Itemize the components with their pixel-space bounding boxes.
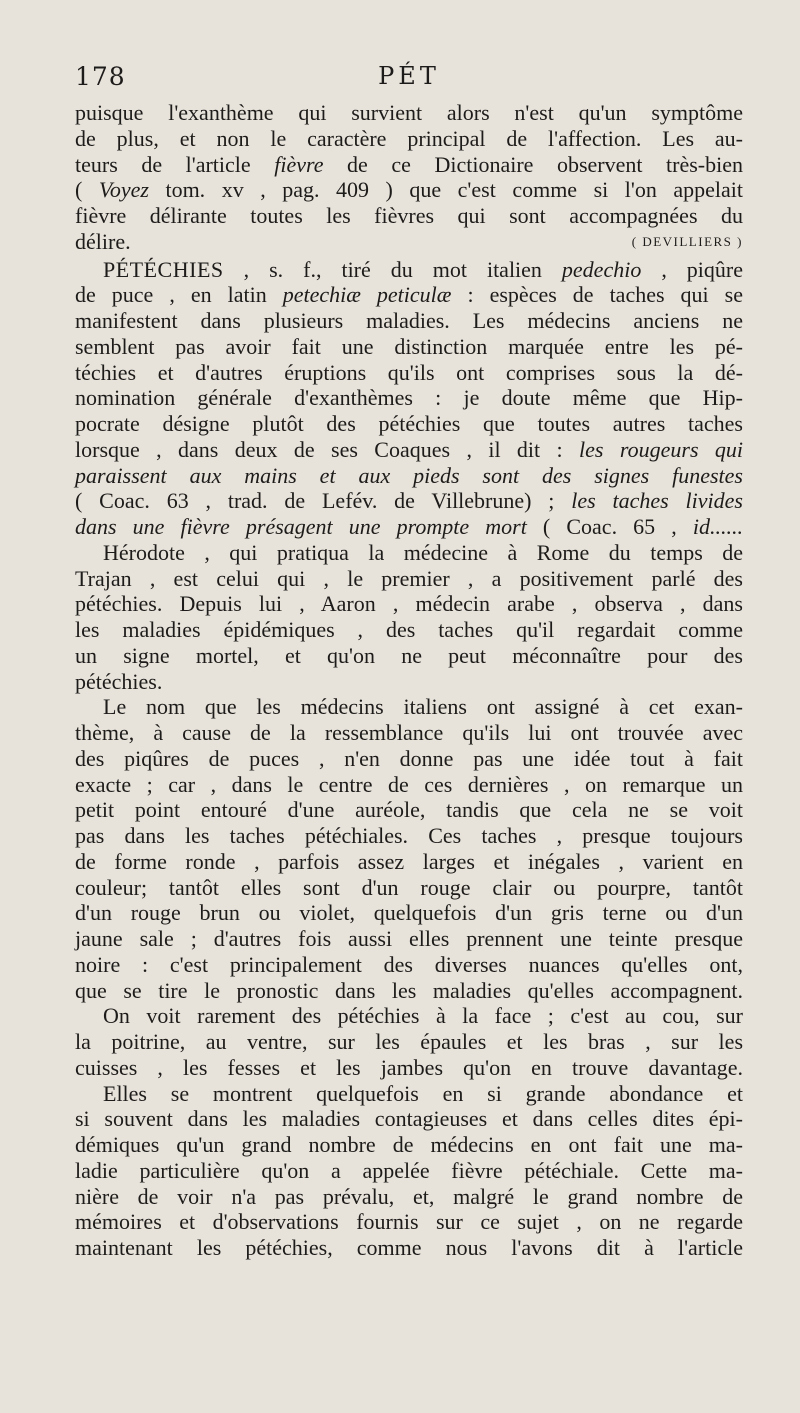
- page-number: 178: [75, 62, 126, 91]
- paragraph-entry: PÉTÉCHIES , s. f., tiré du mot italien pedechio , piqûre de puce , en latin petechiæ peticulæ : espèces de taches qui se manifestent dans plusieurs maladies. Les médecins anciens ne semblent pas avoir fait une distinction marquée entre les pé- téchies et d'autres éruptions qu'ils ont comprises sous la dé- nomination générale d'exanthèmes : je doute même que Hip- pocrate désigne plutôt des pétéchies que toutes autres taches lorsque , dans deux de ses Coaques , il dit : les rougeurs qui paraissent aux mains et aux pieds sont des signes funestes ( Coac. 63 , trad. de Lefév. de Villebrune) ; les taches livides dans une fièvre présagent une prompte mort ( Coac. 65 , id......: [75, 256, 744, 539]
- page-header: [75, 62, 743, 94]
- paragraph-herodote: Hérodote , qui pratiqua la médecine à Rome du temps de Trajan , est celui qui , le premier , a positivement parlé des pétéchies. Depuis lui , Aaron , médecin arabe , observa , dans les maladies épidémiques , des taches qu'il regardait comme un signe mortel, et qu'on ne peut méconnaître pour des: [75, 539, 743, 668]
- body-text: [75, 100, 743, 1261]
- paragraph-abondance: Elles se montrent quelquefois en si grande abondance et si souvent dans les maladies contagieuses et dans celles dites épi- démiques qu'un grand nombre de médecins en ont fait une ma- ladie particulière qu'on a appelée fièvre pétéchiale. Cette ma- nière de voir n'a pas prévalu, et, malgré le grand nombre de mémoires et d'observations fournis sur ce sujet , on ne regarde maintenant les pétéchies, comme nous l'avons dit à l'article: [75, 1080, 743, 1260]
- paragraph-face: On voit rarement des pétéchies à la face ; c'est au cou, sur la poitrine, au ventre, sur les épaules et les bras , sur les cuisses , les fesses et les jambes qu'on en trouve davantage.: [75, 1003, 743, 1080]
- paragraph-herodote-end: pétéchies.: [75, 668, 163, 694]
- running-head: PÉT: [378, 62, 440, 90]
- paragraph-nom: Le nom que les médecins italiens ont assigné à cet exan- thème, à cause de la ressemblance qu'ils lui ont trouvée avec des piqûres de puces , n'en donne pas une idée tout à fait exacte ; car , dans le centre de ces dernières , on remarque un petit point entouré d'une auréole, tandis que cela ne se voit pas dans les taches pétéchiales. Ces taches , presque toujours de forme ronde , parfois assez larges et inégales , varient en couleur; tantôt elles sont d'un rouge clair ou pourpre, tantôt d'un rouge brun ou violet, quelquefois d'un gris terne ou d'un jaune sale ; d'autres fois aussi elles prennent une teinte presque noire : c'est principalement des diverses nuances qu'elles ont, que se tire le pronostic dans les maladies qu'elles accompagnent.: [75, 694, 743, 1003]
- entry-headword: PÉTÉCHIES: [103, 256, 224, 282]
- paragraph-continuation: puisque l'exanthème qui survient alors n'est qu'un symptôme de plus, et non le caractère principal de l'affection. Les au- teurs de l'article fièvre de ce Dictionaire observent très-bien ( Voyez tom. xv , pag. 409 ) que c'est comme si l'on appelait fièvre délirante toutes les fièvres qui sont accompagnées du: [75, 100, 744, 228]
- signature-line: délire. ( DEVILLIERS ): [75, 229, 743, 257]
- author-signature: ( DEVILLIERS ): [631, 233, 743, 249]
